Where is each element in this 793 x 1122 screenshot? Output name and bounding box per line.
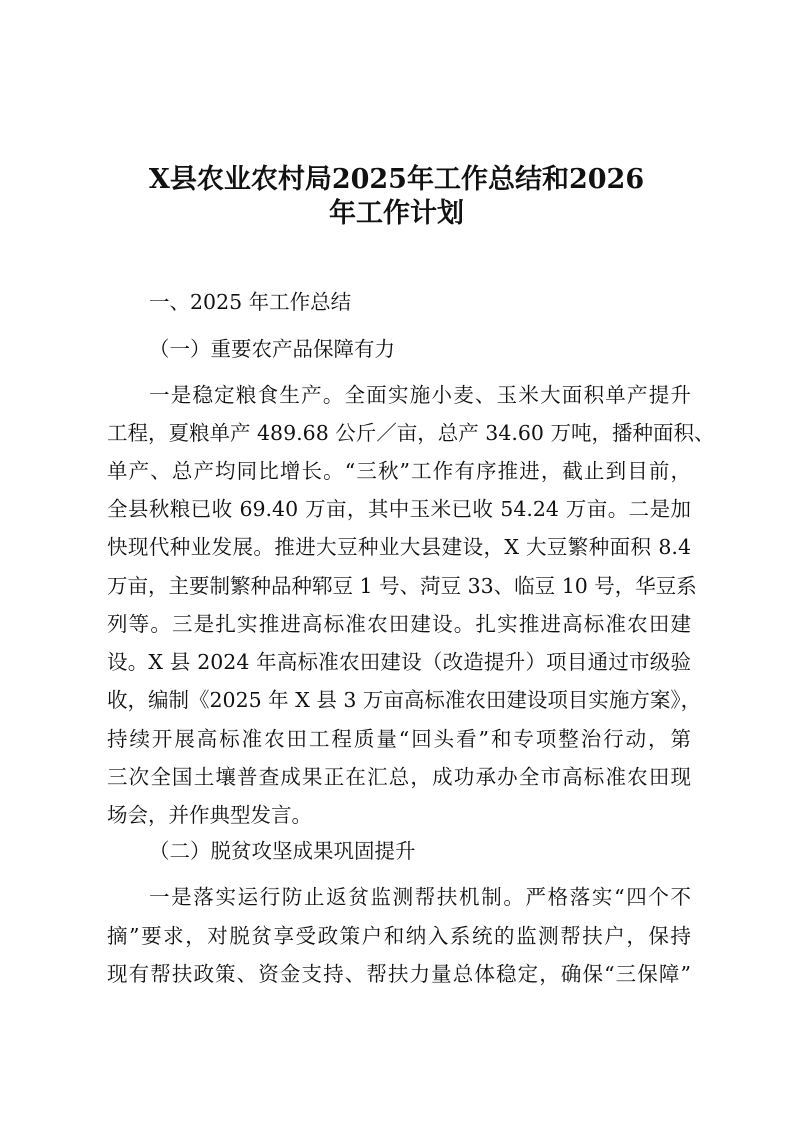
paragraph-line: 快现代种业发展。推进大豆种业大县建设，X 大豆繁种面积 8.4 [107, 535, 691, 559]
paragraph-line: 持续开展高标准农田工程质量“回头看”和专项整治行动，第 [107, 727, 691, 751]
paragraph-line: 一是稳定粮食生产。全面实施小麦、玉米大面积单产提升 [149, 383, 691, 407]
paragraph-line: 单产、总产均同比增长。“三秋”工作有序推进，截止到目前， [107, 459, 691, 483]
paragraph-line: 收，编制《2025 年 X 县 3 万亩高标准农田建设项目实施方案》， [107, 688, 702, 712]
paragraph-line: 三次全国土壤普查成果正在汇总，成功承办全市高标准农田现 [107, 765, 691, 789]
paragraph-line: 摘”要求，对脱贫享受政策户和纳入系统的监测帮扶户，保持 [107, 924, 691, 948]
title-line-2: 年工作计划 [329, 198, 464, 229]
paragraph-line: 列等。三是扎实推进高标准农田建设。扎实推进高标准农田建 [107, 612, 691, 636]
paragraph-line: 现有帮扶政策、资金支持、帮扶力量总体稳定，确保“三保障” [107, 962, 691, 986]
paragraph-line: 工程，夏粮单产 489.68 公斤／亩，总产 34.60 万吨，播种面积、 [107, 421, 715, 445]
paragraph-line: 设。X 县 2024 年高标准农田建设（改造提升）项目通过市级验 [107, 650, 691, 674]
paragraph-line: 全县秋粮已收 69.40 万亩，其中玉米已收 54.24 万亩。二是加 [107, 497, 691, 521]
section-heading: （一）重要农产品保障有力 [149, 337, 395, 361]
section-heading: 一、2025 年工作总结 [149, 290, 352, 314]
title-line-1: X县农业农村局2025年工作总结和2026 [148, 164, 645, 195]
paragraph-line: 万亩，主要制繁种品种郓豆 1 号、菏豆 33、临豆 10 号，华豆系 [107, 574, 697, 598]
section-heading: （二）脱贫攻坚成果巩固提升 [149, 839, 416, 863]
paragraph-line: 场会，并作典型发言。 [107, 803, 312, 827]
paragraph-line: 一是落实运行防止返贫监测帮扶机制。严格落实“四个不 [149, 885, 691, 909]
